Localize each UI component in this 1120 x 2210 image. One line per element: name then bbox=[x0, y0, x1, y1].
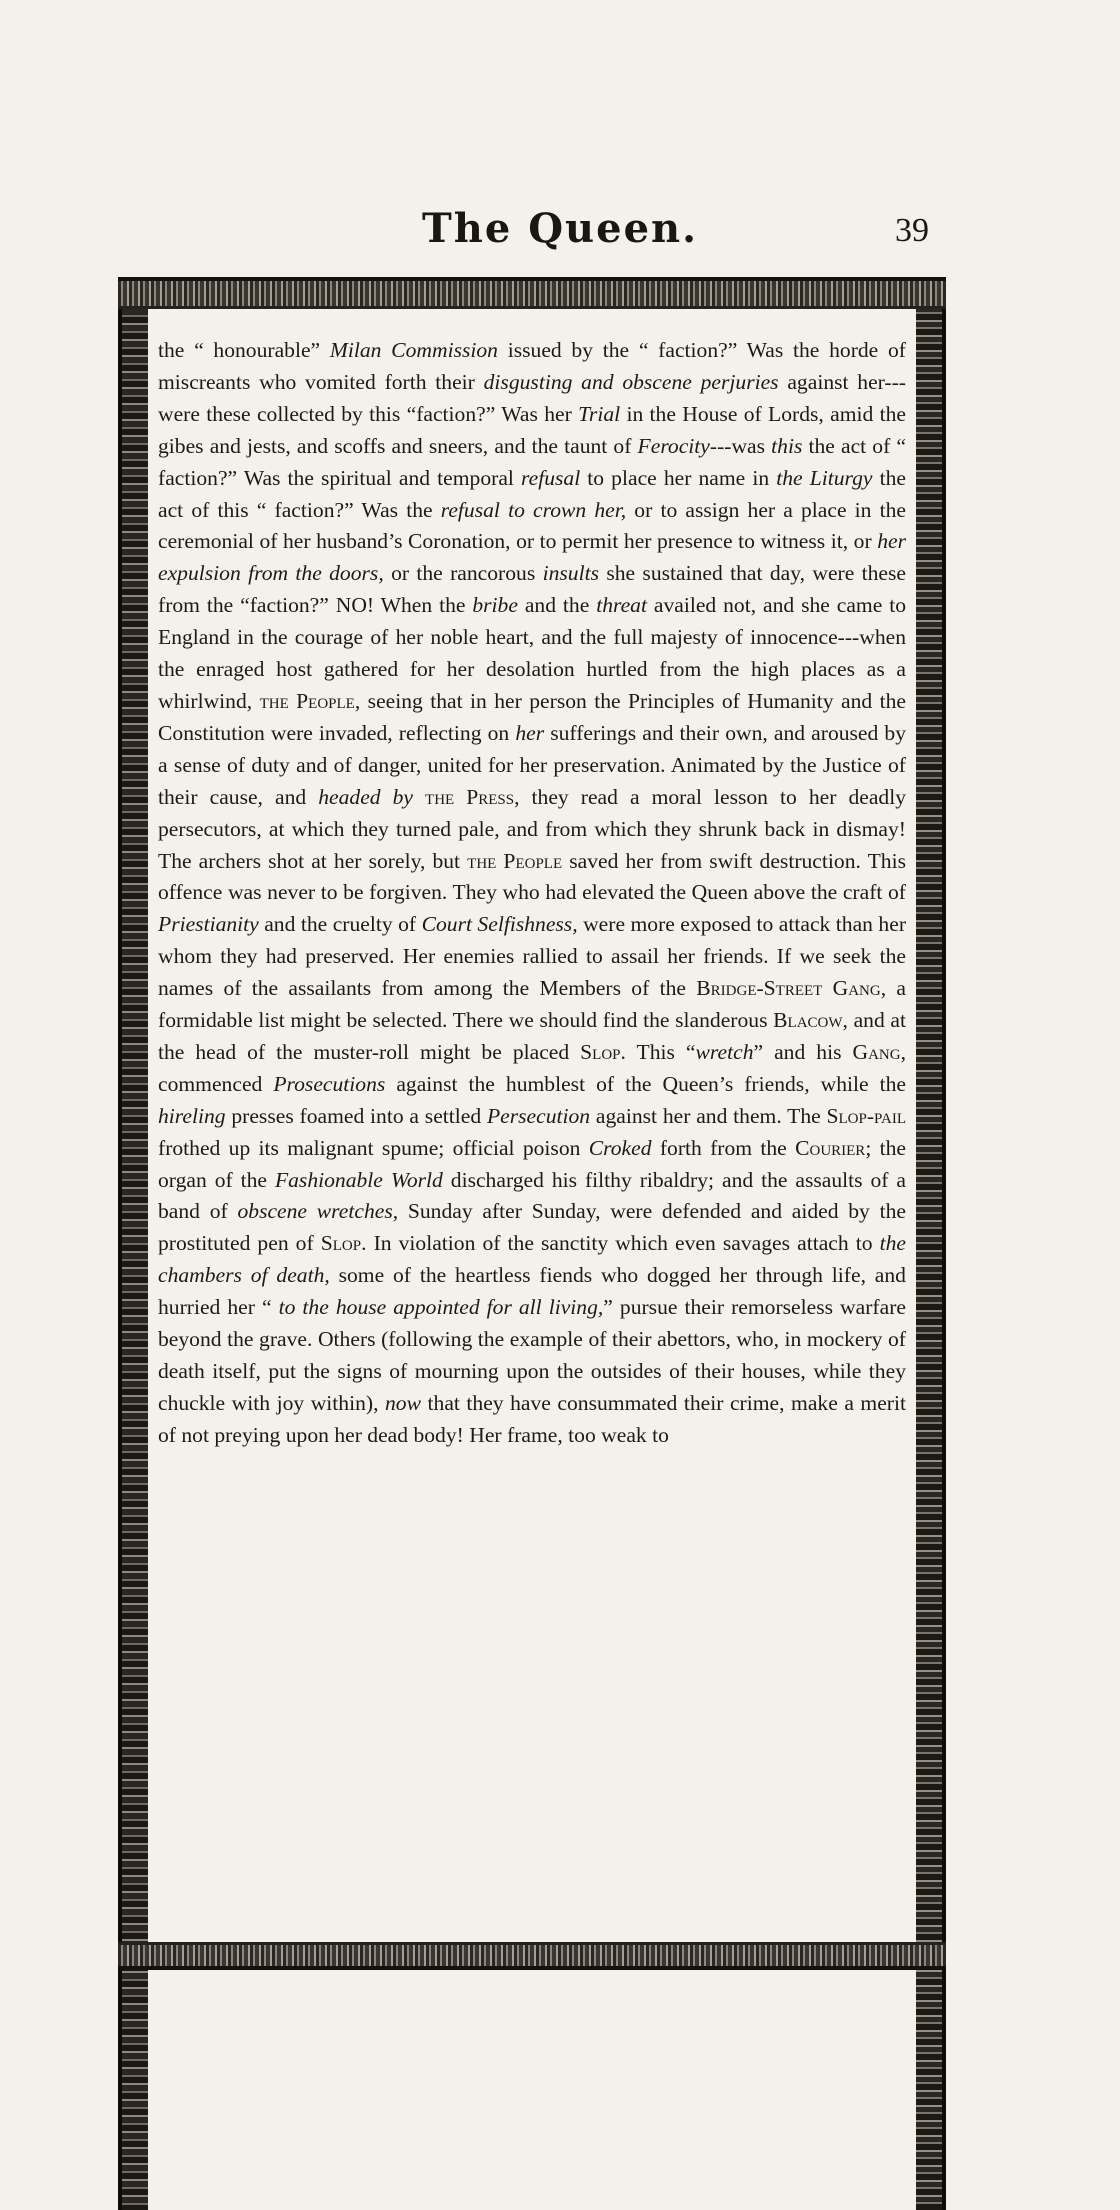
italic-text: threat bbox=[596, 593, 647, 618]
body-text-segment: frothed up its malignant spume; official poison bbox=[158, 1135, 589, 1160]
body-text-segment: ” pursue their remorseless warfare beyond the grave. Others (following the example of their abettors, who, in mockery of death itself, put the signs of mourning upon the outsides of their houses, while they chuckle with joy within), bbox=[158, 1295, 906, 1415]
border-bottom bbox=[118, 1942, 946, 1970]
body-text-segment: or the rancorous bbox=[383, 561, 543, 586]
page-number: 39 bbox=[895, 212, 929, 249]
body-text-segment: ---was bbox=[709, 433, 772, 458]
body-text-segment: the organ of the bbox=[158, 1135, 906, 1192]
italic-text: hireling bbox=[158, 1103, 226, 1128]
body-text-segment: the act of “ faction?” Was the spiritual and temporal bbox=[158, 433, 906, 490]
italic-text: now bbox=[385, 1390, 421, 1415]
small-caps-text: Slop. bbox=[320, 1231, 367, 1256]
body-text-segment: In violation of the sanctity which even savages attach to bbox=[366, 1231, 880, 1256]
body-text-segment bbox=[413, 785, 425, 809]
body-text-segment: saved her from swift destruction. This offence was never to be forgiven. They who had elevated the Queen above the craft of bbox=[158, 848, 906, 905]
small-caps-text: Blacow, bbox=[773, 1008, 848, 1033]
italic-text: refusal to crown her, bbox=[440, 497, 627, 522]
running-title: The Queen. bbox=[421, 205, 699, 252]
small-caps-text: Bridge-Street Gang, bbox=[696, 976, 887, 1001]
small-caps-text: the Press, bbox=[425, 784, 520, 809]
body-text-segment: This “ bbox=[625, 1039, 696, 1064]
italic-text: Prosecutions bbox=[273, 1071, 386, 1096]
italic-text: her expulsion from the doors, bbox=[158, 529, 906, 586]
italic-text: headed by bbox=[318, 784, 413, 809]
body-text-segment: and at the head of the muster-roll might be placed bbox=[158, 1008, 906, 1064]
body-text-segment: were more exposed to attack than her whom they had preserved. Her enemies rallied to assail her friends. If we seek the names of the assailants from among the Members of the bbox=[158, 912, 906, 1001]
body-text-segment: issued by the “ faction?” Was the horde of miscreants who vomited forth their bbox=[158, 338, 906, 394]
italic-text: her bbox=[515, 720, 545, 745]
body-text-segment: she sustained that day, were these from the “faction?” NO! When the bbox=[158, 561, 906, 618]
body-text-segment: against her---were these collected by this “faction?” Was her bbox=[158, 369, 906, 426]
italic-text: this bbox=[771, 433, 803, 458]
body-text-segment: Sunday after Sunday, were defended and aided by the prostituted pen of bbox=[158, 1199, 906, 1256]
border-right bbox=[916, 277, 946, 2210]
body-text-segment: to place her name in bbox=[580, 465, 777, 490]
small-caps-text: Slop-pail bbox=[826, 1103, 906, 1128]
body-text-segment: forth from the bbox=[651, 1135, 796, 1160]
body-text-segment: discharged his filthy ribaldry; and the assaults of a band of bbox=[158, 1167, 906, 1224]
italic-text: Ferocity bbox=[637, 433, 710, 458]
body-text-segment: a formidable list might be selected. There we should find the slanderous bbox=[158, 976, 906, 1033]
italic-text: Court Selfishness, bbox=[421, 912, 578, 937]
border-left bbox=[118, 277, 148, 2210]
body-text-segment: in the House of Lords, amid the gibes and jests, and scoffs and sneers, and the taunt of bbox=[158, 401, 906, 458]
body-text-segment: the act of this “ faction?” Was the bbox=[158, 465, 906, 522]
body-text-segment: commenced bbox=[158, 1071, 274, 1096]
body-text-segment: or to assign her a place in the ceremonial of her husband’s Coronation, or to permit her presence to witness it, or bbox=[158, 497, 906, 554]
body-text-segment: against her and them. The bbox=[590, 1103, 827, 1128]
body-text-segment: some of the heartless fiends who dogged her through life, and hurried her “ bbox=[158, 1263, 906, 1320]
italic-text: the chambers of death, bbox=[158, 1231, 906, 1288]
italic-text: disgusting and obscene perjuries bbox=[483, 369, 779, 394]
body-text-segment: seeing that in her person the Principles of Humanity and the Constitution were invaded, reflecting on bbox=[158, 688, 906, 745]
italic-text: Priestianity bbox=[158, 912, 259, 937]
small-caps-text: Slop. bbox=[580, 1039, 626, 1064]
small-caps-text: Gang, bbox=[852, 1039, 906, 1064]
italic-text: Trial bbox=[578, 401, 621, 426]
body-text-segment: that they have consummated their crime, make a merit of not preying upon her dead body! Her frame, too weak to bbox=[158, 1390, 906, 1447]
small-caps-text: the People bbox=[467, 848, 563, 873]
italic-text: Milan Commission bbox=[329, 338, 498, 362]
italic-text: insults bbox=[542, 561, 599, 586]
italic-text: Croked bbox=[588, 1135, 652, 1160]
body-text-segment: availed not, and she came to England in the courage of her noble heart, and the full majesty of innocence---when the enraged host gathered for her desolation hurtled from the high places as a whirlwind, bbox=[158, 593, 906, 713]
body-text-segment: the “ honourable” bbox=[158, 338, 330, 362]
body-text bbox=[158, 335, 906, 1935]
body-text-segment: ” and his bbox=[753, 1039, 853, 1064]
body-text-segment: and the cruelty of bbox=[258, 912, 422, 937]
body-text-segment: against the humblest of the Queen’s friends, while the bbox=[385, 1071, 906, 1096]
italic-text: bribe bbox=[472, 593, 518, 618]
body-text-segment: sufferings and their own, and aroused by a sense of duty and of danger, united for her preservation. Animated by the Justice of their cause, and bbox=[158, 720, 906, 809]
italic-text: the Liturgy bbox=[776, 465, 873, 490]
body-text-segment: they read a moral lesson to her deadly persecutors, at which they turned pale, and from which they shrunk back in dismay! The archers shot at her sorely, but bbox=[158, 784, 906, 873]
italic-text: Persecution bbox=[486, 1103, 591, 1128]
small-caps-text: Courier; bbox=[795, 1135, 872, 1160]
border-top bbox=[118, 277, 946, 309]
small-caps-text: the People, bbox=[259, 688, 361, 713]
body-text-segment: presses foamed into a settled bbox=[225, 1103, 487, 1128]
italic-text: obscene wretches, bbox=[237, 1199, 399, 1224]
italic-text: Fashionable World bbox=[274, 1167, 443, 1192]
italic-text: to the house appointed for all living, bbox=[278, 1295, 604, 1320]
italic-text: refusal bbox=[521, 465, 581, 490]
italic-text: wretch bbox=[695, 1039, 754, 1064]
body-text-segment: and the bbox=[517, 593, 597, 618]
